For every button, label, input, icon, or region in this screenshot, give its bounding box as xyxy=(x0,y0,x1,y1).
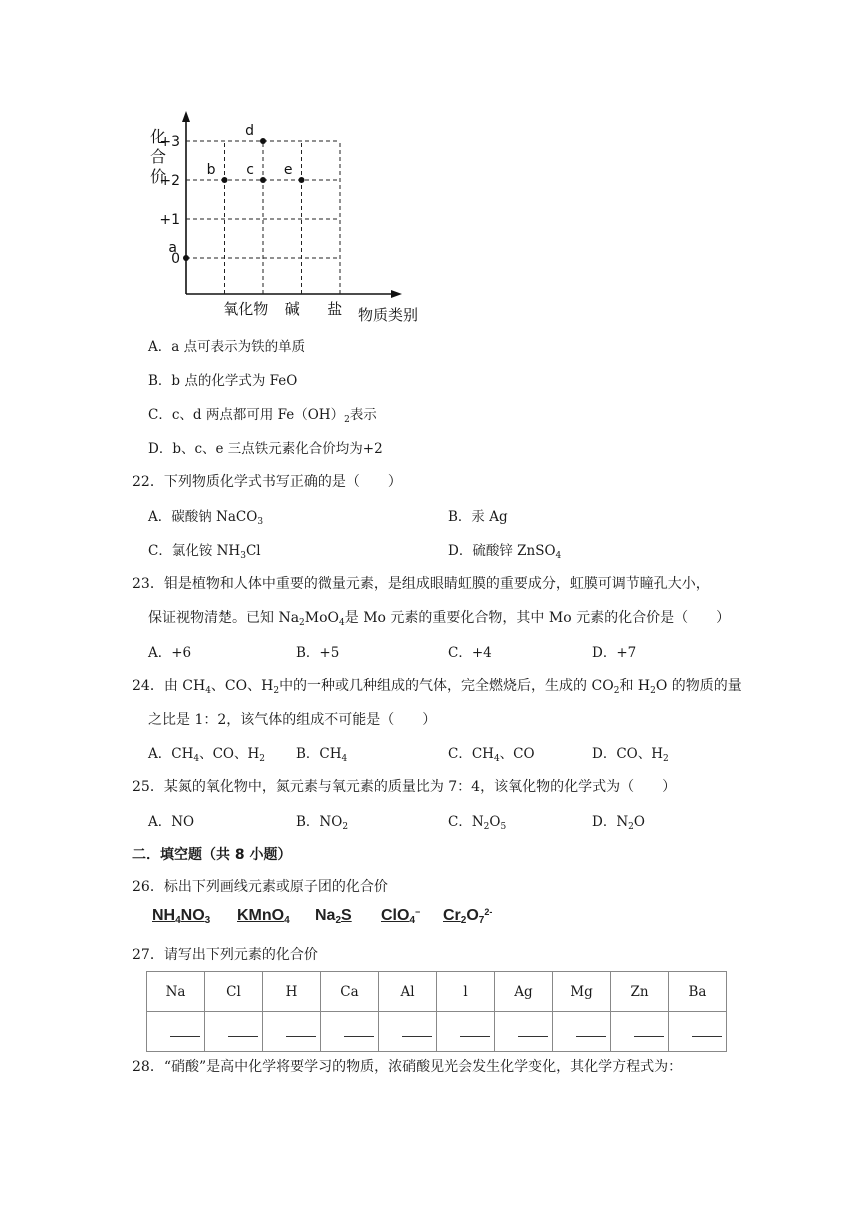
answer-row xyxy=(147,1012,727,1052)
q21-option-d[interactable]: D．b、c、e 三点铁元素化合价均为+2 xyxy=(148,441,383,457)
q22-option-c[interactable]: C．氯化铵 $NH_3Cl$ xyxy=(148,543,261,561)
y-axis-label-char: 化 xyxy=(150,127,167,146)
y-axis-label xyxy=(150,127,166,186)
answer-cell[interactable] xyxy=(669,1012,727,1052)
element-cell: Ag xyxy=(495,972,553,1012)
data-points xyxy=(168,123,304,261)
element-cell: Mg xyxy=(553,972,611,1012)
q24-option-b[interactable]: B．$CH_4$ xyxy=(296,746,348,764)
element-row xyxy=(147,972,727,1012)
y-tick-label: +1 xyxy=(159,212,180,228)
answer-blank[interactable] xyxy=(286,1022,316,1037)
q24-option-d[interactable]: D．CO、$H_2$ xyxy=(592,746,669,764)
q23-option-a[interactable]: A．+6 xyxy=(148,645,192,661)
element-cell: Zn xyxy=(611,972,669,1012)
x-category-label: 氧化物 xyxy=(223,300,269,318)
valence-table xyxy=(146,971,727,1052)
answer-cell[interactable] xyxy=(321,1012,379,1052)
answer-cell[interactable] xyxy=(147,1012,205,1052)
q22-option-d[interactable]: D．硫酸锌 ZnSO$_4$ xyxy=(448,543,562,561)
q25-option-b[interactable]: B．$NO_2$ xyxy=(296,814,349,832)
q25-option-d[interactable]: D．$N_2O$ xyxy=(592,814,645,832)
x-category-labels xyxy=(223,300,342,318)
q23-stem-line2: 保证视物清楚。已知 $Na_2MoO_4$是 Mo 元素的重要化合物，其中 Mo 元素的化合价是（ ） xyxy=(148,610,731,628)
q22-stem: 22．下列物质化学式书写正确的是（ ） xyxy=(132,474,402,490)
valence-class-chart xyxy=(140,108,440,328)
q22-option-a[interactable]: A．碳酸钠 NaCO$_3$ xyxy=(148,509,264,527)
q24-option-c[interactable]: C．$CH_4$、CO xyxy=(448,746,535,764)
element-cell: l xyxy=(437,972,495,1012)
section-heading: 二．填空题（共 8 小题） xyxy=(132,847,292,863)
q21-option-b[interactable]: B．b 点的化学式为 FeO xyxy=(148,373,298,389)
q25-option-a[interactable]: A．NO xyxy=(148,814,195,830)
q24-option-a[interactable]: A．$CH_4$、CO、$H_2$ xyxy=(148,746,265,764)
point-label-b: b xyxy=(206,162,216,178)
q26-formula-2: KMnO$_4$ xyxy=(237,907,290,926)
point-label-d: d xyxy=(245,123,254,139)
y-axis-label-char: 价 xyxy=(150,167,167,186)
answer-cell[interactable] xyxy=(553,1012,611,1052)
q24-stem-line1: 24．由 $CH_4$、CO、$H_2$中的一种或几种组成的气体，完全燃烧后，生成的 $CO_2$和 $H_2O$ 的物质的量 xyxy=(132,678,742,696)
point-label-a: a xyxy=(168,240,177,256)
data-point-d xyxy=(260,138,266,144)
q26-stem: 26．标出下列画线元素或原子团的化合价 xyxy=(132,879,388,895)
element-cell: Al xyxy=(379,972,437,1012)
element-cell: Ca xyxy=(321,972,379,1012)
x-category-label: 盐 xyxy=(327,300,343,318)
q23-stem-line1: 23．钼是植物和人体中重要的微量元素，是组成眼睛虹膜的重要成分，虹膜可调节瞳孔大小， xyxy=(132,576,710,592)
q22-option-b[interactable]: B．汞 Ag xyxy=(448,509,508,525)
answer-blank[interactable] xyxy=(576,1022,606,1037)
y-tick-label: 0 xyxy=(171,251,180,267)
answer-blank[interactable] xyxy=(692,1022,722,1037)
q26-formula-1: $NH_4NO_3$ xyxy=(152,907,211,926)
q26-formula-5: $Cr_2O_7^{2-}$ xyxy=(443,907,493,926)
answer-cell[interactable] xyxy=(437,1012,495,1052)
point-label-e: e xyxy=(283,162,293,178)
answer-blank[interactable] xyxy=(460,1022,490,1037)
element-cell: Cl xyxy=(205,972,263,1012)
y-axis-arrow xyxy=(182,111,190,122)
answer-cell[interactable] xyxy=(263,1012,321,1052)
answer-blank[interactable] xyxy=(518,1022,548,1037)
q21-option-a[interactable]: A．a 点可表示为铁的单质 xyxy=(148,339,306,355)
point-label-c: c xyxy=(246,162,254,178)
x-axis-label: 物质类别 xyxy=(358,306,419,324)
y-axis-label-char: 合 xyxy=(150,147,167,166)
answer-cell[interactable] xyxy=(205,1012,263,1052)
answer-blank[interactable] xyxy=(228,1022,258,1037)
q26-formula-3: $Na_2S$ xyxy=(315,907,352,926)
q21-option-c[interactable]: C．c、d 两点都可用 $Fe(OH)_2$表示 xyxy=(148,407,377,425)
q24-stem-line2: 之比是 1：2，该气体的组成不可能是（ ） xyxy=(148,712,437,728)
element-cell: Na xyxy=(147,972,205,1012)
answer-cell[interactable] xyxy=(611,1012,669,1052)
q26-formula-4: ClO$_4$− xyxy=(381,907,421,926)
y-tick-label: +3 xyxy=(159,134,180,150)
data-point-e xyxy=(299,177,305,183)
answer-blank[interactable] xyxy=(170,1022,200,1037)
q23-option-c[interactable]: C．+4 xyxy=(448,645,492,661)
x-category-label: 碱 xyxy=(284,300,300,318)
q23-option-d[interactable]: D．+7 xyxy=(592,645,637,661)
answer-cell[interactable] xyxy=(495,1012,553,1052)
q23-option-b[interactable]: B．+5 xyxy=(296,645,340,661)
answer-blank[interactable] xyxy=(344,1022,374,1037)
q25-option-c[interactable]: C．$N_2O_5$ xyxy=(448,814,507,832)
data-point-a xyxy=(183,255,189,261)
data-point-c xyxy=(260,177,266,183)
data-point-b xyxy=(222,177,228,183)
element-cell: Ba xyxy=(669,972,727,1012)
answer-blank[interactable] xyxy=(634,1022,664,1037)
element-cell: H xyxy=(263,972,321,1012)
x-axis-arrow xyxy=(391,290,402,298)
q28-stem: 28．“硝酸”是高中化学将要学习的物质，浓硝酸见光会发生化学变化，其化学方程式为： xyxy=(132,1059,683,1075)
q27-stem: 27．请写出下列元素的化合价 xyxy=(132,947,318,963)
chart-axes xyxy=(182,111,402,298)
answer-blank[interactable] xyxy=(402,1022,432,1037)
q25-stem: 25．某氮的氧化物中，氮元素与氧元素的质量比为 7：4，该氧化物的化学式为（ ） xyxy=(132,779,677,795)
y-tick-label: +2 xyxy=(159,173,180,189)
answer-cell[interactable] xyxy=(379,1012,437,1052)
